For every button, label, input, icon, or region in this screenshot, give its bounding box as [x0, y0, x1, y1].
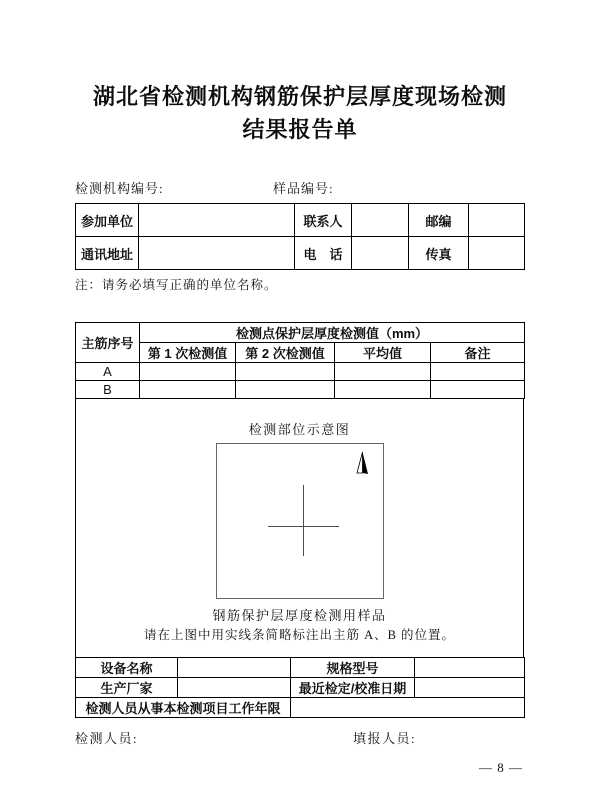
diagram-title: 检测部位示意图	[248, 422, 351, 437]
results-header-row-1	[76, 323, 525, 343]
crosshair-vertical-line	[303, 485, 304, 556]
postcode-field	[469, 204, 525, 237]
row-b-first-reading-field	[140, 381, 236, 399]
participating-unit-field	[139, 204, 295, 237]
reporter-label: 填报人员:	[353, 731, 417, 746]
device-name-field	[178, 658, 291, 678]
page-number: — 8 —	[479, 760, 523, 775]
sample-number-label: 样品编号:	[273, 181, 334, 196]
equipment-row-3	[76, 698, 525, 718]
specimen-caption: 钢筋保护层厚度检测用样品	[212, 608, 387, 623]
second-reading-header: 第 2 次检测值	[236, 343, 335, 363]
row-b-label: B	[76, 381, 140, 399]
diagram-cell	[75, 398, 524, 658]
signature-row	[0, 728, 600, 744]
results-table	[75, 322, 525, 399]
specimen-sketch-box	[216, 443, 384, 599]
contact-row-1	[76, 204, 525, 237]
contact-row-2	[76, 237, 525, 270]
results-header-row-2	[76, 343, 525, 363]
results-row-a	[76, 363, 525, 381]
postcode-label: 邮编	[409, 204, 469, 237]
work-years-field	[291, 698, 525, 718]
telephone-label: 电 话	[295, 237, 352, 270]
participating-unit-label: 参加单位	[76, 204, 139, 237]
mailing-address-label: 通讯地址	[76, 237, 139, 270]
equipment-table	[75, 657, 525, 718]
results-row-b	[76, 381, 525, 399]
row-a-average-field	[335, 363, 431, 381]
model-spec-field	[415, 658, 525, 678]
model-spec-label: 规格型号	[291, 658, 415, 678]
contact-person-field	[352, 204, 409, 237]
measurement-block	[75, 322, 524, 718]
meta-row	[0, 178, 600, 194]
row-b-average-field	[335, 381, 431, 399]
manufacturer-field	[178, 678, 291, 698]
fax-field	[469, 237, 525, 270]
work-years-label: 检测人员从事本检测项目工作年限	[76, 698, 291, 718]
contact-person-label: 联系人	[295, 204, 352, 237]
equipment-row-1	[76, 658, 525, 678]
rebar-index-header: 主筋序号	[76, 323, 140, 363]
row-a-remark-field	[431, 363, 525, 381]
thickness-group-header: 检测点保护层厚度检测值（mm）	[140, 323, 525, 343]
report-title-line1: 湖北省检测机构钢筋保护层厚度现场检测	[92, 84, 507, 109]
average-header: 平均值	[335, 343, 431, 363]
org-number-label: 检测机构编号:	[75, 181, 164, 196]
report-title-line2: 结果报告单	[242, 117, 358, 142]
unit-name-note: 注：请务必填写正确的单位名称。	[75, 278, 278, 292]
row-b-remark-field	[431, 381, 525, 399]
manufacturer-label: 生产厂家	[76, 678, 178, 698]
contact-table	[75, 203, 525, 270]
remark-header: 备注	[431, 343, 525, 363]
north-arrow-icon	[356, 451, 369, 474]
row-a-label: A	[76, 363, 140, 381]
crosshair-horizontal-line	[268, 526, 339, 527]
fax-label: 传真	[409, 237, 469, 270]
row-a-second-reading-field	[236, 363, 335, 381]
marking-instruction: 请在上图中用实线条简略标注出主筋 A、B 的位置。	[143, 628, 456, 642]
device-name-label: 设备名称	[76, 658, 178, 678]
calibration-date-field	[415, 678, 525, 698]
row-a-first-reading-field	[140, 363, 236, 381]
equipment-row-2	[76, 678, 525, 698]
calibration-date-label: 最近检定/校准日期	[291, 678, 415, 698]
row-b-second-reading-field	[236, 381, 335, 399]
mailing-address-field	[139, 237, 295, 270]
report-title	[0, 80, 600, 146]
first-reading-header: 第 1 次检测值	[140, 343, 236, 363]
telephone-field	[352, 237, 409, 270]
inspector-label: 检测人员:	[75, 731, 139, 746]
